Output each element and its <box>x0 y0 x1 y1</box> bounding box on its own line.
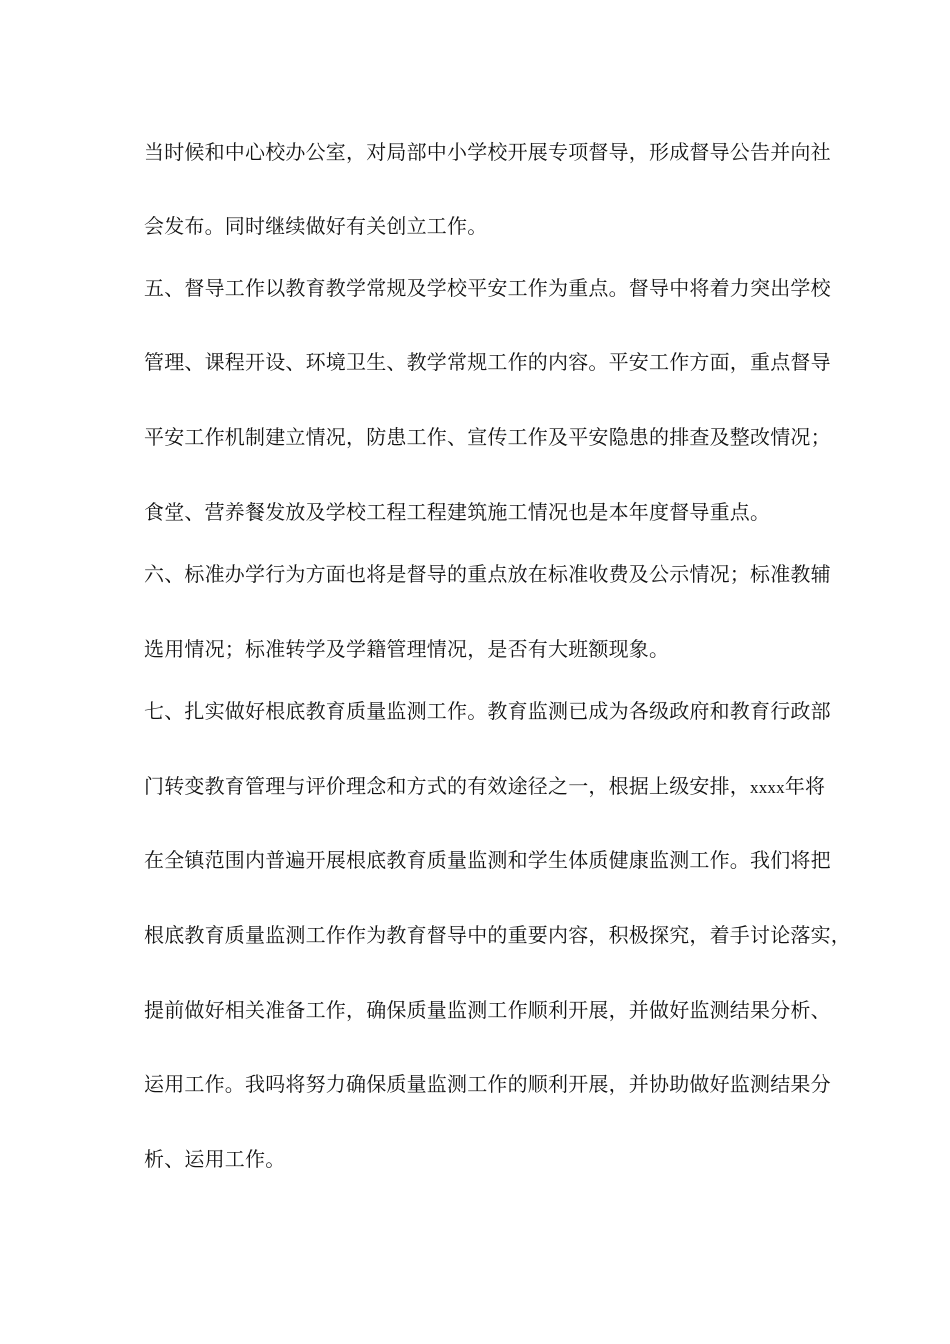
text-line-10-part-a: 门转变教育管理与评价理念和方式的有效途径之一，根据上级安排， <box>144 774 750 798</box>
text-line-5: 平安工作机制建立情况，防患工作、宣传工作及平安隐患的排查及整改情况； <box>144 425 831 449</box>
text-line-1: 当时候和中心校办公室，对局部中小学校开展专项督导，形成督导公告并向社 <box>144 140 831 164</box>
text-line-10 <box>144 772 824 802</box>
text-line-13: 提前做好相关准备工作，确保质量监测工作顺利开展，并做好监测结果分析、 <box>144 998 831 1022</box>
text-line-12: 根底教育质量监测工作作为教育督导中的重要内容，积极探究，着手讨论落实， <box>144 923 851 947</box>
text-line-2: 会发布。同时继续做好有关创立工作。 <box>144 214 488 238</box>
year-placeholder: xxxx <box>750 778 785 797</box>
text-line-6: 食堂、营养餐发放及学校工程工程建筑施工情况也是本年度督导重点。 <box>144 500 771 524</box>
text-line-14: 运用工作。我吗将努力确保质量监测工作的顺利开展，并协助做好监测结果分 <box>144 1072 831 1096</box>
text-line-15: 析、运用工作。 <box>144 1147 286 1171</box>
text-line-7: 六、标准办学行为方面也将是督导的重点放在标准收费及公示情况；标准教辅 <box>144 562 831 586</box>
text-line-9: 七、扎实做好根底教育质量监测工作。教育监测已成为各级政府和教育行政部 <box>144 699 831 723</box>
text-line-11: 在全镇范围内普遍开展根底教育质量监测和学生体质健康监测工作。我们将把 <box>144 848 831 872</box>
text-line-8: 选用情况；标准转学及学籍管理情况，是否有大班额现象。 <box>144 637 670 661</box>
text-line-10-part-b: 年将 <box>784 774 826 798</box>
text-line-3: 五、督导工作以教育教学常规及学校平安工作为重点。督导中将着力突出学校 <box>144 276 831 300</box>
text-line-4: 管理、课程开设、环境卫生、教学常规工作的内容。平安工作方面，重点督导 <box>144 350 831 374</box>
